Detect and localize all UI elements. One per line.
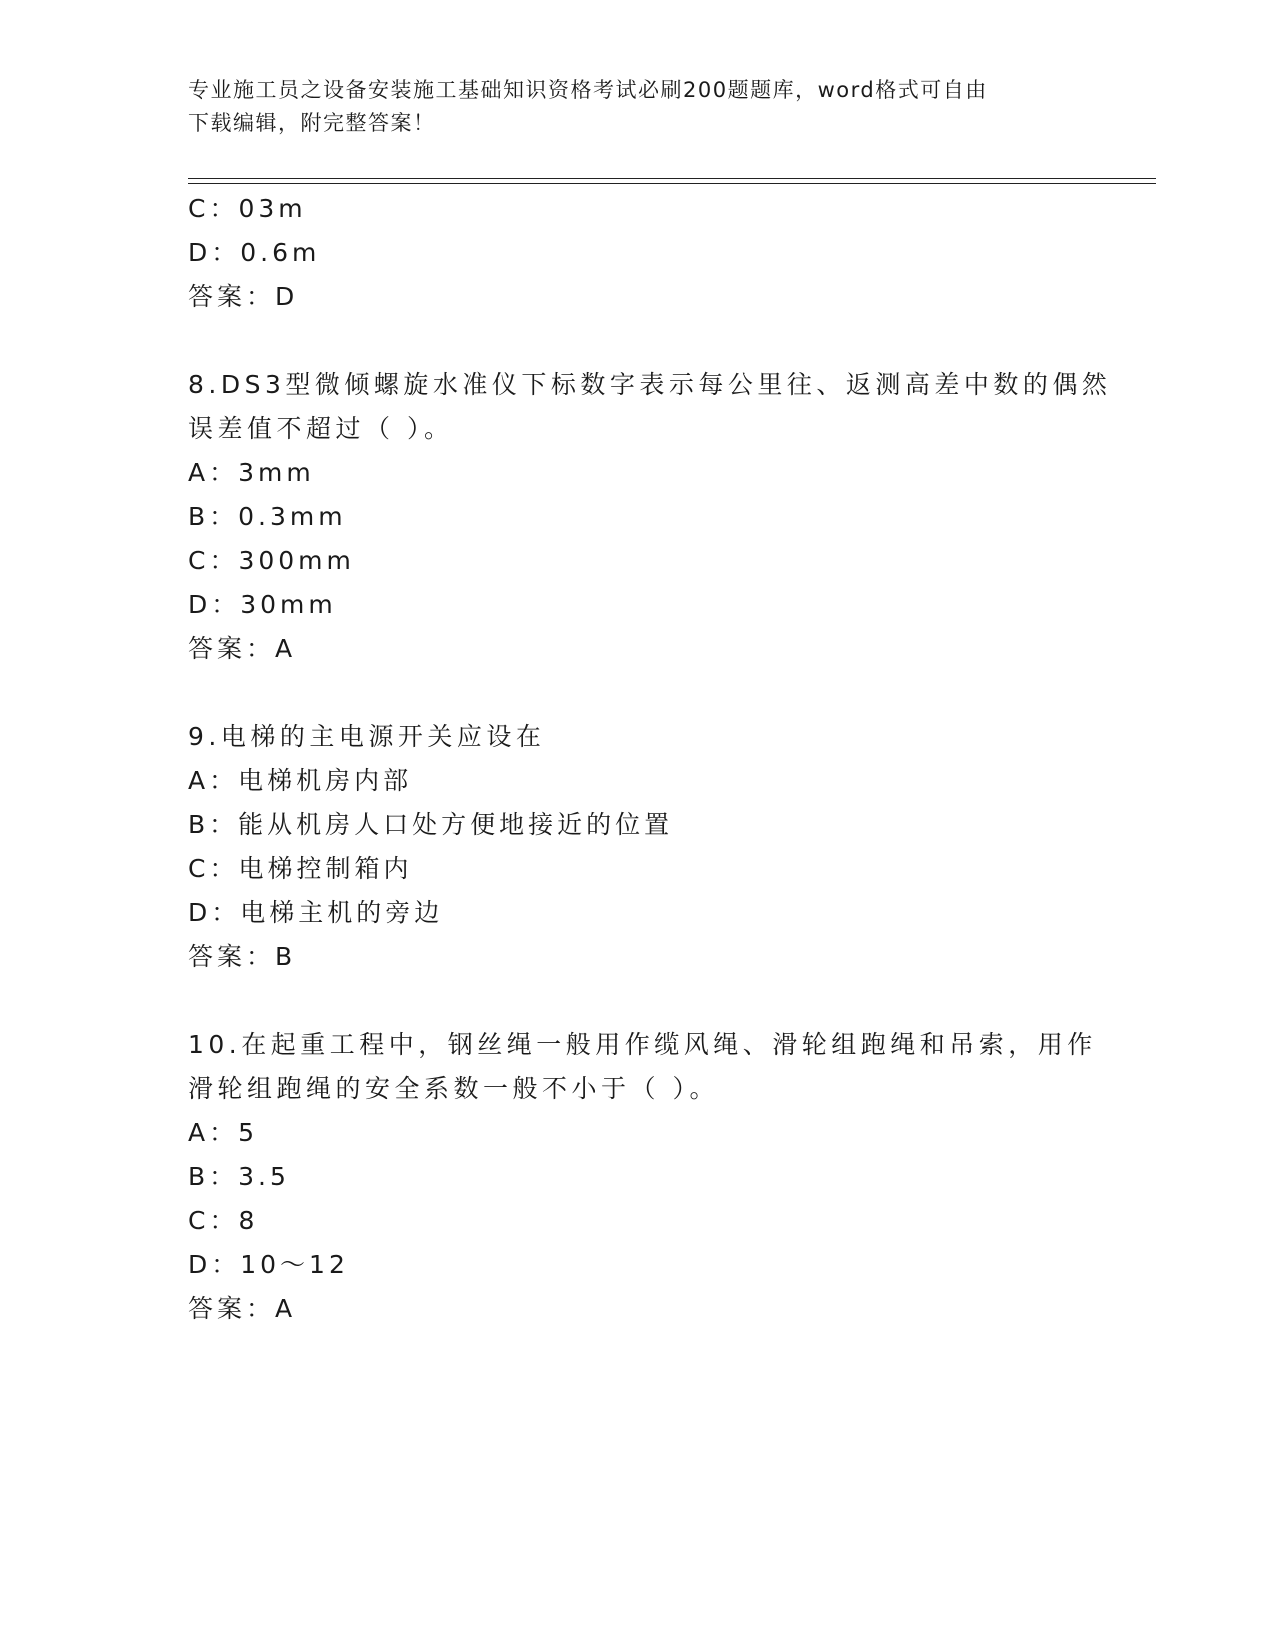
q9-text-line-1: 9.电梯的主电源开关应设在 bbox=[188, 722, 546, 751]
header-line-1: 专业施工员之设备安装施工基础知识资格考试必刷200题题库，word格式可自由 bbox=[188, 78, 988, 102]
q10-option-b: B：3.5 bbox=[188, 1162, 290, 1191]
header-divider-bottom bbox=[188, 183, 1156, 184]
q8-option-c: C：300mm bbox=[188, 546, 355, 575]
q8-text-line-1: 8.DS3型微倾螺旋水准仪下标数字表示每公里往、返测高差中数的偶然 bbox=[188, 370, 1112, 399]
prev-option-c: C：03m bbox=[188, 194, 307, 223]
header-line-2: 下载编辑，附完整答案！ bbox=[188, 111, 436, 135]
q8-text-line-2: 误差值不超过（ ）。 bbox=[188, 414, 454, 443]
q8-answer: 答案：A bbox=[188, 634, 297, 663]
q10-option-c: C：8 bbox=[188, 1206, 259, 1235]
q9-option-b: B：能从机房人口处方便地接近的位置 bbox=[188, 810, 674, 839]
document-header bbox=[188, 74, 1088, 140]
q9-option-c: C：电梯控制箱内 bbox=[188, 854, 413, 883]
q10-option-a: A：5 bbox=[188, 1118, 259, 1147]
q10-text-line-2: 滑轮组跑绳的安全系数一般不小于（ ）。 bbox=[188, 1074, 719, 1103]
q8-option-d: D：30mm bbox=[188, 590, 337, 619]
q10-answer: 答案：A bbox=[188, 1294, 297, 1323]
q9-option-a: A：电梯机房内部 bbox=[188, 766, 413, 795]
q8-option-b: B：0.3mm bbox=[188, 502, 347, 531]
prev-answer: 答案：D bbox=[188, 282, 299, 311]
q9-answer: 答案：B bbox=[188, 942, 297, 971]
q8-option-a: A：3mm bbox=[188, 458, 315, 487]
q10-option-d: D：10～12 bbox=[188, 1250, 349, 1279]
q9-option-d: D：电梯主机的旁边 bbox=[188, 898, 444, 927]
prev-option-d: D：0.6m bbox=[188, 238, 321, 267]
q10-text-line-1: 10.在起重工程中，钢丝绳一般用作缆风绳、滑轮组跑绳和吊索，用作 bbox=[188, 1030, 1097, 1059]
header-divider-top bbox=[188, 178, 1156, 179]
